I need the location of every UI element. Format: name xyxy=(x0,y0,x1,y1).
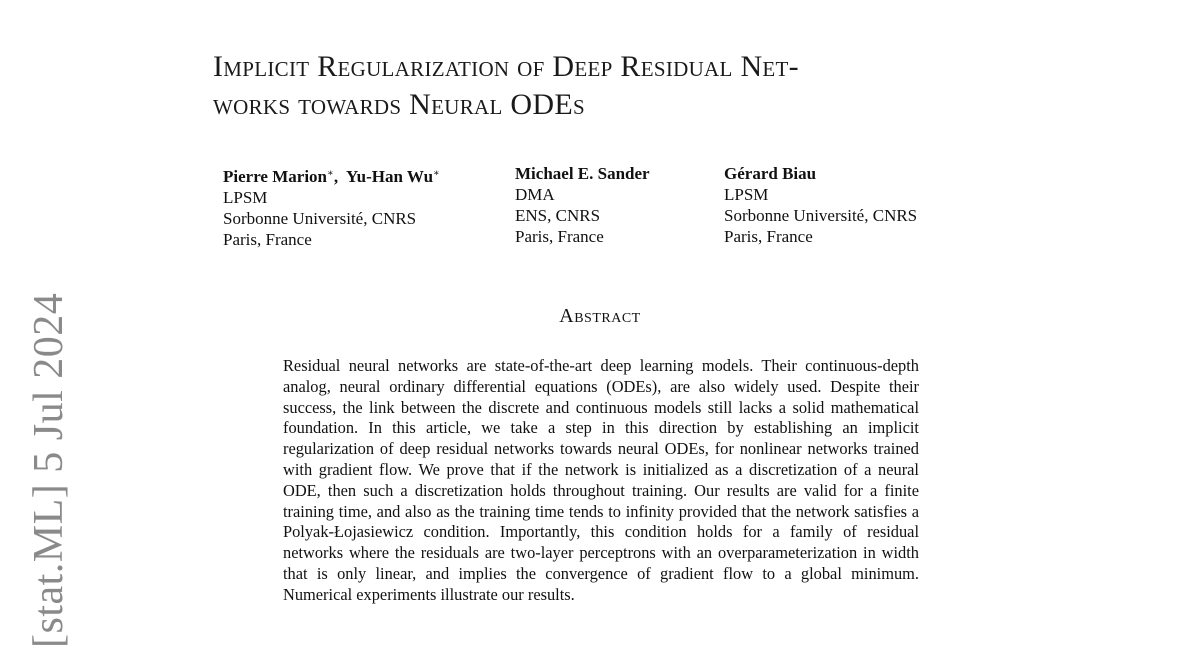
title-line-1: Implicit Regularization of Deep Residual Net- xyxy=(213,50,799,83)
abstract-heading: Abstract xyxy=(559,305,641,327)
author-affiliation-line: ENS, CNRS xyxy=(515,206,601,225)
author-affiliation-line: LPSM xyxy=(724,185,769,204)
abstract-body: Residual neural networks are state-of-the-art deep learning models. Their continuous-depth analog, neural ordinary differential equations (ODEs), are also widely used. Despite their success, the link between the discrete and continuous models still lacks a solid mathematical foundation. In this article, we take a step in this direction by establishing an implicit regularization of deep residual networks towards neural ODEs, for nonlinear networks trained with gradient flow. We prove that if the network is initialized as a discretization of a neural ODE, then such a discretization holds throughout training. Our results are valid for a finite training time, and also as the training time tends to infinity provided that the network satisfies a Polyak-Łojasiewicz condition. Importantly, this condition holds for a family of residual networks where the residuals are two-layer perceptrons with an overparameterization in width that is only linear, and implies the convergence of gradient flow to a global minimum. Numerical experiments illustrate our results. xyxy=(283,356,919,604)
author-affiliation-line: Paris, France xyxy=(724,227,813,246)
author-names: Pierre Marion∗, Yu-Han Wu∗ xyxy=(223,167,440,186)
author-affiliation-line: DMA xyxy=(515,185,555,204)
author-name-biau: Gérard Biau xyxy=(724,164,817,183)
author-block-2 xyxy=(515,163,650,247)
author-name-wu: Yu-Han Wu xyxy=(345,167,434,186)
equal-contribution-mark-2: ∗ xyxy=(433,168,440,179)
paper-title xyxy=(213,48,1113,124)
equal-contribution-mark-1: ∗ xyxy=(327,168,334,179)
author-name-marion: Pierre Marion xyxy=(223,167,328,186)
author-affiliation-line: Paris, France xyxy=(515,227,604,246)
author-block-1 xyxy=(223,163,440,250)
title-line-2: works towards Neural ODEs xyxy=(213,88,585,121)
author-affiliation-line: Sorbonne Université, CNRS xyxy=(724,206,918,225)
arxiv-sidebar-stamp: [stat.ML] 5 Jul 2024 xyxy=(26,292,72,648)
author-name-sander: Michael E. Sander xyxy=(515,164,650,183)
author-affiliation-line: Paris, France xyxy=(223,230,312,249)
author-affiliation-line: Sorbonne Université, CNRS xyxy=(223,209,417,228)
author-affiliation-line: LPSM xyxy=(223,188,268,207)
author-block-3 xyxy=(724,163,917,247)
